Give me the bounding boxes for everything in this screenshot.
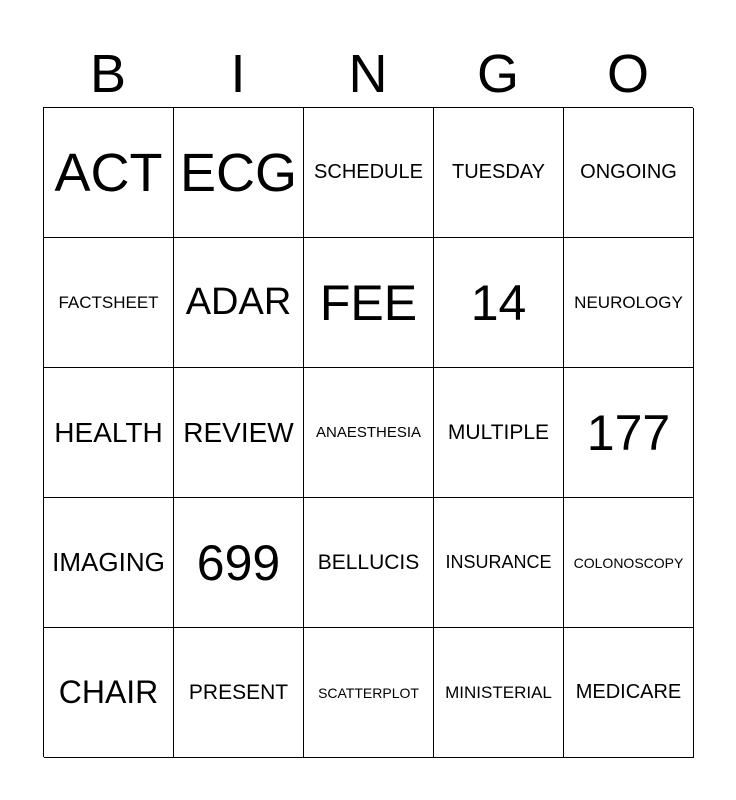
bingo-cell[interactable]: FACTSHEET — [44, 238, 174, 368]
header-letter-o: O — [606, 44, 649, 104]
bingo-cell[interactable]: ECG — [174, 108, 304, 238]
bingo-cell[interactable]: ANAESTHESIA — [304, 368, 434, 498]
bingo-board — [43, 107, 693, 757]
bingo-cell[interactable]: ONGOING — [564, 108, 694, 238]
bingo-cell[interactable]: ADAR — [174, 238, 304, 368]
bingo-cell[interactable]: CHAIR — [44, 628, 174, 758]
bingo-cell[interactable]: MULTIPLE — [434, 368, 564, 498]
header-letter-n: N — [348, 44, 388, 104]
bingo-cell[interactable]: IMAGING — [44, 498, 174, 628]
bingo-cell[interactable]: MINISTERIAL — [434, 628, 564, 758]
bingo-cell[interactable]: BELLUCIS — [304, 498, 434, 628]
bingo-cell[interactable]: MEDICARE — [564, 628, 694, 758]
bingo-cell[interactable]: TUESDAY — [434, 108, 564, 238]
bingo-cell[interactable]: FEE — [304, 238, 434, 368]
bingo-cell[interactable]: 699 — [174, 498, 304, 628]
bingo-cell[interactable]: 14 — [434, 238, 564, 368]
bingo-header — [43, 40, 693, 108]
header-letter-i: I — [230, 44, 246, 104]
bingo-cell[interactable]: NEUROLOGY — [564, 238, 694, 368]
bingo-cell[interactable]: COLONOSCOPY — [564, 498, 694, 628]
bingo-cell[interactable]: 177 — [564, 368, 694, 498]
header-letter-g: G — [476, 44, 519, 104]
bingo-cell[interactable]: SCHEDULE — [304, 108, 434, 238]
bingo-cell[interactable]: REVIEW — [174, 368, 304, 498]
header-letter-b: B — [89, 44, 127, 104]
bingo-cell[interactable]: HEALTH — [44, 368, 174, 498]
bingo-cell[interactable]: ACT — [44, 108, 174, 238]
bingo-cell[interactable]: SCATTERPLOT — [304, 628, 434, 758]
bingo-cell[interactable]: PRESENT — [174, 628, 304, 758]
bingo-cell[interactable]: INSURANCE — [434, 498, 564, 628]
